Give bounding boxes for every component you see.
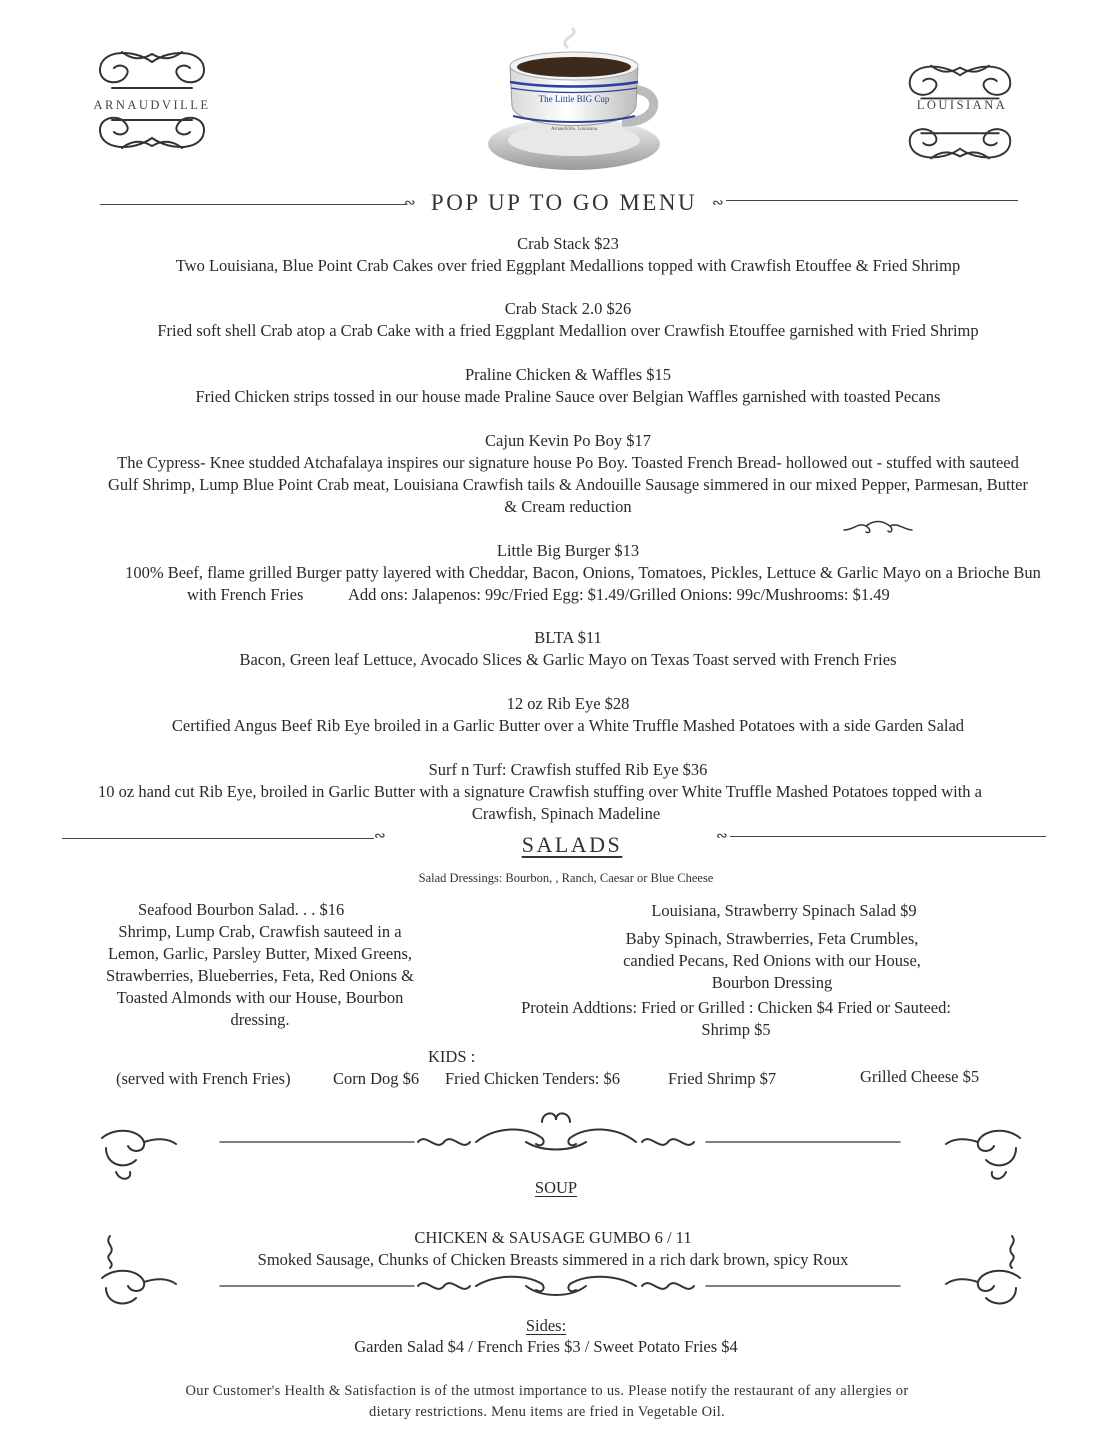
header-right-label: LOUISIANA — [916, 98, 1008, 112]
salads-rule-right — [730, 836, 1046, 837]
menu-item-desc: Crawfish, Spinach Madeline — [471, 804, 661, 823]
salads-heading: SALADS — [521, 832, 623, 857]
menu-item-desc: Bacon, Green leaf Lettuce, Avocado Slices & Garlic Mayo on Texas Toast served with French Fries — [239, 650, 897, 669]
kids-item: Fried Chicken Tenders: $6 — [445, 1069, 620, 1088]
salad-item-desc: Bourbon Dressing — [711, 973, 833, 992]
menu-item-name: BLTA $11 — [534, 628, 602, 647]
menu-item-desc: Certified Angus Beef Rib Eye broiled in a Garlic Butter over a White Truffle Mashed Potatoes with a side Garden Salad — [171, 716, 965, 735]
salad-dressings: Salad Dressings: Bourbon, , Ranch, Caesar or Blue Cheese — [418, 871, 714, 885]
salads-scroll-right-icon: ∾ — [716, 829, 728, 844]
footer-line: dietary restrictions. Menu items are fried in Vegetable Oil. — [369, 1404, 725, 1420]
salad-item-desc: Shrimp, Lump Crab, Crawfish sauteed in a — [118, 922, 402, 941]
small-scroll-icon — [842, 520, 914, 536]
title-rule-right — [726, 200, 1018, 201]
menu-item-name: Cajun Kevin Po Boy $17 — [485, 431, 651, 450]
menu-item-name: Crab Stack 2.0 $26 — [504, 299, 632, 318]
soup-item-name: CHICKEN & SAUSAGE GUMBO 6 / 11 — [414, 1228, 692, 1247]
kids-item: Fried Shrimp $7 — [668, 1069, 777, 1088]
menu-item-name: Little Big Burger $13 — [496, 541, 640, 560]
salad-item-desc: Toasted Almonds with our House, Bourbon — [116, 988, 404, 1007]
sides-heading: Sides: — [525, 1316, 567, 1335]
menu-item-name: 12 oz Rib Eye $28 — [506, 694, 630, 713]
menu-item-desc: 10 oz hand cut Rib Eye, broiled in Garlic Butter with a signature Crawfish stuffing over White Truffle Mashed Potatoes topped with a — [98, 782, 982, 801]
salad-protein: Protein Addtions: Fried or Grilled : Chicken $4 Fried or Sauteed: — [521, 998, 951, 1017]
menu-item-name: Surf n Turf: Crawfish stuffed Rib Eye $36 — [428, 760, 708, 779]
menu-item-addons: Add ons: Jalapenos: 99c/Fried Egg: $1.49/Grilled Onions: 99c/Mushrooms: $1.49 — [348, 585, 890, 604]
salad-item-desc: Lemon, Garlic, Parsley Butter, Mixed Greens, — [107, 944, 413, 963]
salad-item-desc: Baby Spinach, Strawberries, Feta Crumbles, — [625, 929, 919, 948]
salads-rule-left — [62, 838, 374, 839]
salad-item-desc: Strawberries, Blueberries, Feta, Red Onions & — [106, 966, 414, 985]
footer-line: Our Customer's Health & Satisfaction is of the utmost importance to us. Please notify the restaurant of any allergies or — [185, 1383, 909, 1399]
salads-scroll-left-icon: ∾ — [374, 829, 386, 844]
coffee-cup-logo-icon — [486, 36, 662, 172]
cup-logo-subtext: Arnaudville, Louisiana — [550, 127, 598, 132]
title-scroll-left-icon: ∾ — [404, 196, 416, 211]
menu-item-desc: Fried soft shell Crab atop a Crab Cake with a fried Eggplant Medallion over Crawfish Etouffee garnished with Fried Shrimp — [157, 321, 979, 340]
salad-item-name: Seafood Bourbon Salad. . . $16 — [138, 900, 345, 919]
title-rule-left — [100, 204, 406, 205]
menu-item-desc: Gulf Shrimp, Lump Blue Point Crab meat, Louisiana Crawfish tails & Andouille Sausage simmered in our mixed Pepper, Parmesan, Butter — [108, 475, 1028, 494]
header-left-label: ARNAUDVILLE — [93, 98, 211, 112]
menu-item-desc: Two Louisiana, Blue Point Crab Cakes over fried Eggplant Medallions topped with Crawfish Etouffee & Fried Shrimp — [175, 256, 961, 275]
menu-item-desc: with French Fries — [187, 585, 304, 604]
cup-logo-text: The Little BIG Cup — [538, 94, 610, 104]
page-title: POP UP TO GO MENU — [430, 190, 698, 215]
soup-item-desc: Smoked Sausage, Chunks of Chicken Breasts simmered in a rich dark brown, spicy Roux — [257, 1250, 849, 1269]
kids-label: KIDS : — [428, 1047, 476, 1066]
salad-item-desc: candied Pecans, Red Onions with our House, — [623, 951, 921, 970]
salad-protein: Shrimp $5 — [701, 1020, 771, 1039]
kids-note: (served with French Fries) — [116, 1069, 291, 1088]
kids-item: Grilled Cheese $5 — [860, 1067, 980, 1086]
menu-item-name: Crab Stack $23 — [517, 234, 619, 253]
menu-item-desc: The Cypress- Knee studded Atchafalaya inspires our signature house Po Boy. Toasted French Bread- hollowed out - stuffed with sauteed — [117, 453, 1019, 472]
soup-heading: SOUP — [534, 1178, 578, 1197]
sides-items: Garden Salad $4 / French Fries $3 / Sweet Potato Fries $4 — [354, 1337, 738, 1356]
menu-item-desc: & Cream reduction — [504, 497, 632, 516]
salad-item-name: Louisiana, Strawberry Spinach Salad $9 — [651, 901, 917, 920]
flourish-divider-icon — [96, 1234, 1026, 1314]
menu-item-name: Praline Chicken & Waffles $15 — [464, 365, 672, 384]
menu-item-desc: Fried Chicken strips tossed in our house made Praline Sauce over Belgian Waffles garnished with toasted Pecans — [195, 387, 941, 406]
title-scroll-right-icon: ∾ — [712, 196, 724, 211]
menu-item-desc: 100% Beef, flame grilled Burger patty layered with Cheddar, Bacon, Onions, Tomatoes, Pickles, Lettuce & Garlic Mayo on a Brioche Bun — [125, 563, 1041, 582]
kids-item: Corn Dog $6 — [333, 1069, 420, 1088]
salad-item-desc: dressing. — [230, 1010, 290, 1029]
